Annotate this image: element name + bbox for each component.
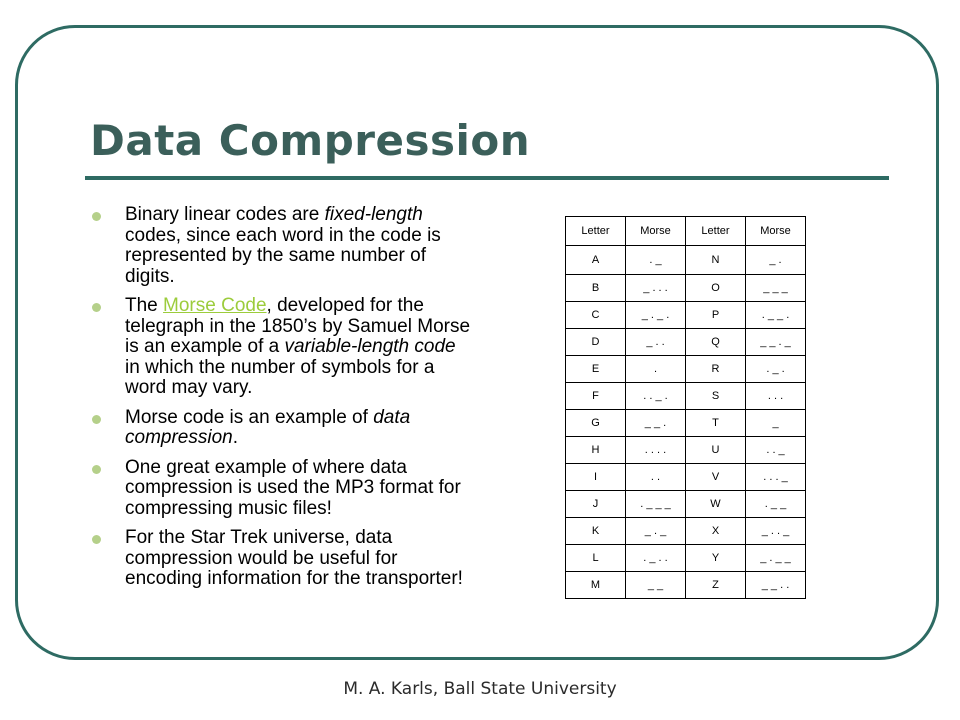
bullet-text: The: [125, 295, 164, 316]
letter-cell: U: [686, 437, 746, 464]
morse-cell: _ . _: [626, 518, 686, 545]
morse-cell: . . .: [746, 383, 806, 410]
bullet-dot-icon: [92, 212, 101, 221]
letter-cell: X: [686, 518, 746, 545]
letter-cell: R: [686, 356, 746, 383]
letter-cell: I: [566, 464, 626, 491]
morse-cell: _ _ .: [626, 410, 686, 437]
morse-cell: . _ _: [746, 491, 806, 518]
letter-cell: L: [566, 545, 626, 572]
slide-title: Data Compression: [90, 116, 531, 165]
letter-cell: Y: [686, 545, 746, 572]
bullet-text: in which the number of symbols for a word may vary.: [125, 356, 435, 398]
table-row: [566, 464, 806, 491]
table-row: [566, 329, 806, 356]
letter-cell: Q: [686, 329, 746, 356]
morse-cell: _ _ . .: [746, 572, 806, 599]
table-row: [566, 545, 806, 572]
morse-cell: _ . _ .: [626, 302, 686, 329]
letter-cell: J: [566, 491, 626, 518]
morse-cell: . . _ .: [626, 383, 686, 410]
bullet-text: Binary linear codes are: [125, 204, 325, 225]
letter-cell: P: [686, 302, 746, 329]
morse-code-table: [565, 216, 806, 599]
letter-cell: S: [686, 383, 746, 410]
table-row: [566, 518, 806, 545]
letter-cell: C: [566, 302, 626, 329]
letter-cell: V: [686, 464, 746, 491]
morse-cell: . . _: [746, 437, 806, 464]
emphasis-text: data compression: [125, 406, 411, 448]
letter-cell: M: [566, 572, 626, 599]
morse-cell: _ . . .: [626, 275, 686, 302]
morse-cell: _ . .: [626, 329, 686, 356]
table-row: [566, 275, 806, 302]
morse-cell: _ . _ _: [746, 545, 806, 572]
morse-cell: . _ _ .: [746, 302, 806, 329]
morse-cell: . _ .: [746, 356, 806, 383]
morse-cell: . _ _ _: [626, 491, 686, 518]
table-row: [566, 572, 806, 599]
bullet-text: For the Star Trek universe, data compression would be useful for encoding information for the transporter!: [125, 527, 463, 589]
morse-cell: . _ . .: [626, 545, 686, 572]
bullet-text: .: [232, 427, 238, 448]
table-row: [566, 302, 806, 329]
morse-cell: _ _ . _: [746, 329, 806, 356]
letter-cell: N: [686, 246, 746, 275]
bullet-item: [90, 296, 475, 399]
bullet-item: [90, 408, 475, 449]
letter-cell: E: [566, 356, 626, 383]
morse-cell: . . . .: [626, 437, 686, 464]
letter-cell: O: [686, 275, 746, 302]
morse-cell: _ _ _: [746, 275, 806, 302]
bullet-item: [90, 205, 475, 287]
morse-cell: _ . . _: [746, 518, 806, 545]
table-row: [566, 246, 806, 275]
emphasis-text: variable-length code: [284, 336, 456, 357]
morse-cell: _ .: [746, 246, 806, 275]
morse-code-link[interactable]: Morse Code: [163, 295, 267, 316]
bullet-dot-icon: [92, 535, 101, 544]
letter-cell: B: [566, 275, 626, 302]
letter-cell: T: [686, 410, 746, 437]
bullet-dot-icon: [92, 415, 101, 424]
bullet-dot-icon: [92, 465, 101, 474]
table-header-cell: Letter: [566, 217, 626, 246]
bullet-text: Morse code is an example of: [125, 406, 374, 428]
bullet-list: [90, 205, 475, 599]
morse-cell: _: [746, 410, 806, 437]
letter-cell: A: [566, 246, 626, 275]
letter-cell: Z: [686, 572, 746, 599]
bullet-text: , developed for the telegraph in the 1850’s by Samuel Morse is an example of a: [125, 295, 471, 357]
letter-cell: W: [686, 491, 746, 518]
table-header-cell: Morse: [626, 217, 686, 246]
table-row: [566, 383, 806, 410]
letter-cell: D: [566, 329, 626, 356]
morse-cell: . . . _: [746, 464, 806, 491]
table-header-cell: Letter: [686, 217, 746, 246]
letter-cell: F: [566, 383, 626, 410]
title-underline: [85, 176, 889, 180]
bullet-text: codes, since each word in the code is represented by the same number of digits.: [125, 224, 441, 287]
table-header-row: [566, 217, 806, 246]
letter-cell: H: [566, 437, 626, 464]
morse-cell: _ _: [626, 572, 686, 599]
bullet-text: One great example of where data compression is used the MP3 format for compressing music files!: [125, 456, 461, 519]
bullet-dot-icon: [92, 303, 101, 312]
morse-cell: .: [626, 356, 686, 383]
emphasis-text: fixed-length: [324, 204, 423, 225]
table-row: [566, 491, 806, 518]
letter-cell: G: [566, 410, 626, 437]
table-row: [566, 410, 806, 437]
letter-cell: K: [566, 518, 626, 545]
table-row: [566, 437, 806, 464]
morse-cell: . _: [626, 246, 686, 275]
table-header-cell: Morse: [746, 217, 806, 246]
morse-cell: . .: [626, 464, 686, 491]
bullet-item: [90, 458, 475, 520]
table-row: [566, 356, 806, 383]
bullet-item: [90, 528, 475, 590]
footer-credit: M. A. Karls, Ball State University: [343, 679, 617, 699]
